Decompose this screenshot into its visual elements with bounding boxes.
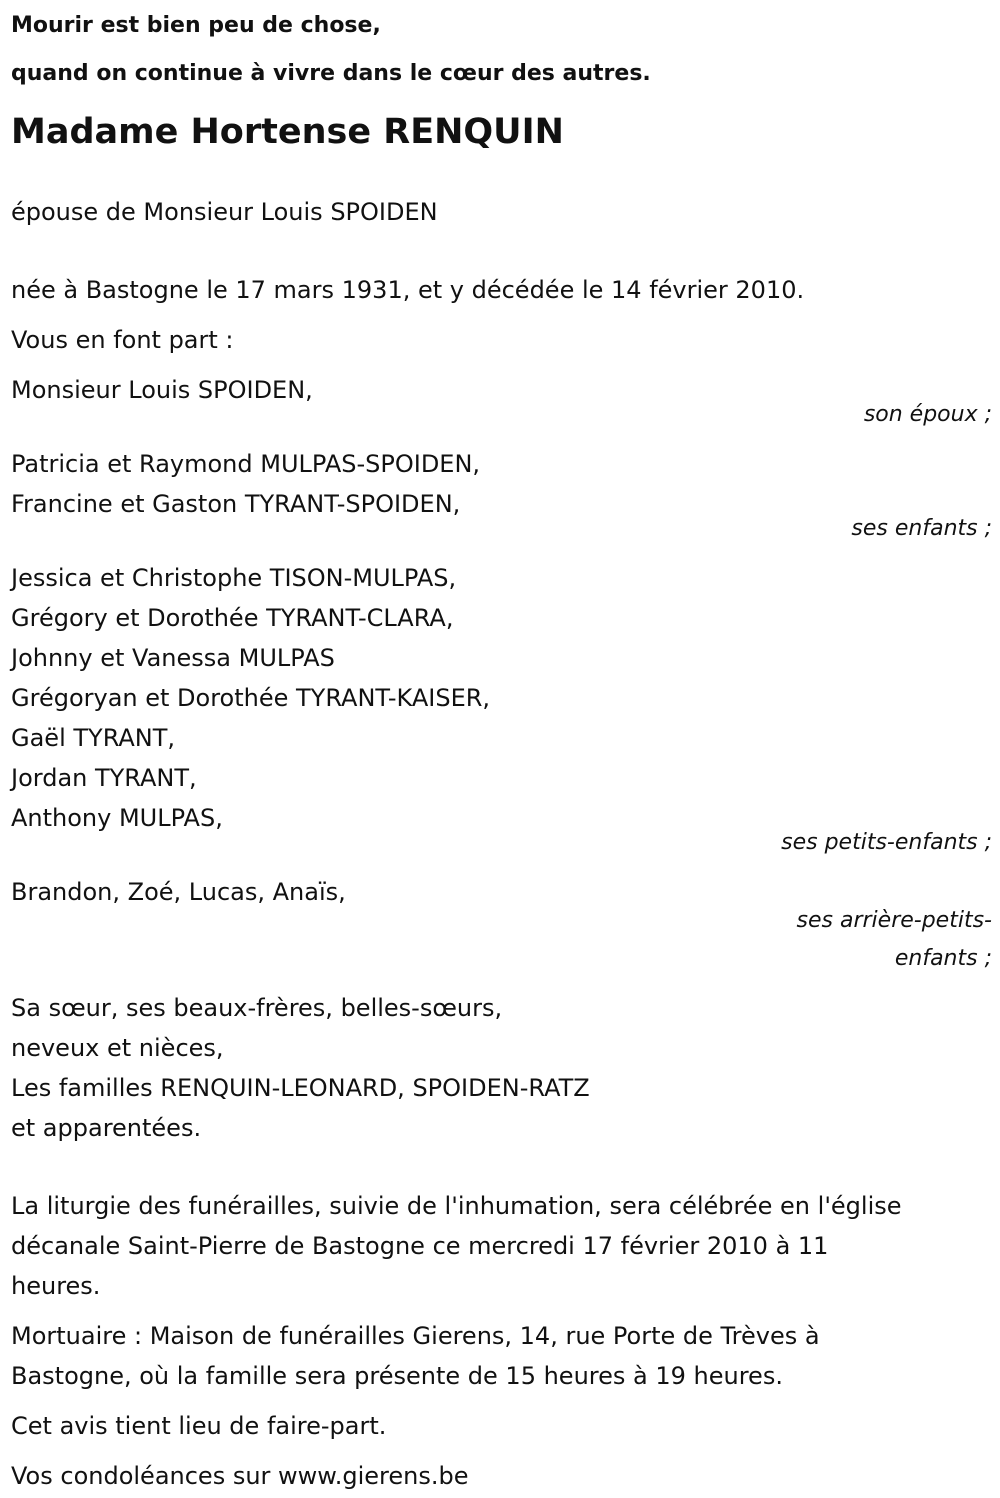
- quote-line-1: Mourir est bien peu de chose,: [11, 13, 381, 38]
- ceremony-line: La liturgie des funérailles, suivie de l'inhumation, sera célébrée en l'église: [11, 1192, 902, 1220]
- group-member: Grégoryan et Dorothée TYRANT-KAISER,: [11, 684, 491, 712]
- mortuary-paragraph: [11, 1316, 992, 1396]
- family-line: Sa sœur, ses beaux-frères, belles-sœurs,: [11, 994, 503, 1022]
- quote-line-2: quand on continue à vivre dans le cœur des autres.: [11, 61, 651, 86]
- extended-family: [11, 988, 992, 1148]
- quote: [11, 2, 992, 98]
- mortuary-line: Mortuaire : Maison de funérailles Gierens, 14, rue Porte de Trèves à: [11, 1322, 820, 1350]
- family-line: neveux et nièces,: [11, 1034, 224, 1062]
- family-line: et apparentées.: [11, 1114, 202, 1142]
- group-role-line-2: enfants ;: [894, 946, 992, 971]
- notice-line: Cet avis tient lieu de faire-part.: [11, 1412, 387, 1440]
- group-children: [11, 444, 992, 548]
- ceremony-line: heures.: [11, 1272, 101, 1300]
- birth-death-line: née à Bastogne le 17 mars 1931, et y décédée le 14 février 2010.: [11, 276, 805, 304]
- group-spouse: [11, 370, 992, 434]
- group-member: Gaël TYRANT,: [11, 724, 176, 752]
- mortuary-line: Bastogne, où la famille sera présente de 15 heures à 19 heures.: [11, 1362, 783, 1390]
- group-role: son époux ;: [863, 402, 992, 427]
- group-member: Grégory et Dorothée TYRANT-CLARA,: [11, 604, 454, 632]
- group-great-grandchildren: [11, 872, 992, 978]
- ceremony-line: décanale Saint-Pierre de Bastogne ce mercredi 17 février 2010 à 11: [11, 1232, 829, 1260]
- group-member: Monsieur Louis SPOIDEN,: [11, 376, 313, 404]
- family-line: Les familles RENQUIN-LEONARD, SPOIDEN-RATZ: [11, 1074, 590, 1102]
- group-grandchildren: [11, 558, 992, 862]
- group-member: Anthony MULPAS,: [11, 804, 223, 832]
- group-member: Francine et Gaston TYRANT-SPOIDEN,: [11, 490, 461, 518]
- spouse-line: épouse de Monsieur Louis SPOIDEN: [11, 198, 438, 226]
- group-member: Patricia et Raymond MULPAS-SPOIDEN,: [11, 450, 481, 478]
- condolences-line: Vos condoléances sur www.gierens.be: [11, 1462, 469, 1490]
- ceremony-paragraph: [11, 1186, 992, 1306]
- announcement-intro: Vous en font part :: [11, 326, 234, 354]
- group-role: ses petits-enfants ;: [781, 830, 992, 855]
- group-member: Jessica et Christophe TISON-MULPAS,: [11, 564, 457, 592]
- group-member: Brandon, Zoé, Lucas, Anaïs,: [11, 878, 346, 906]
- group-role: ses enfants ;: [851, 516, 992, 541]
- obituary-notice: [11, 0, 992, 1496]
- group-role-line-1: ses arrière-petits-: [796, 908, 992, 933]
- group-member: Johnny et Vanessa MULPAS: [11, 644, 335, 672]
- group-member: Jordan TYRANT,: [11, 764, 197, 792]
- deceased-name: Madame Hortense RENQUIN: [11, 112, 564, 152]
